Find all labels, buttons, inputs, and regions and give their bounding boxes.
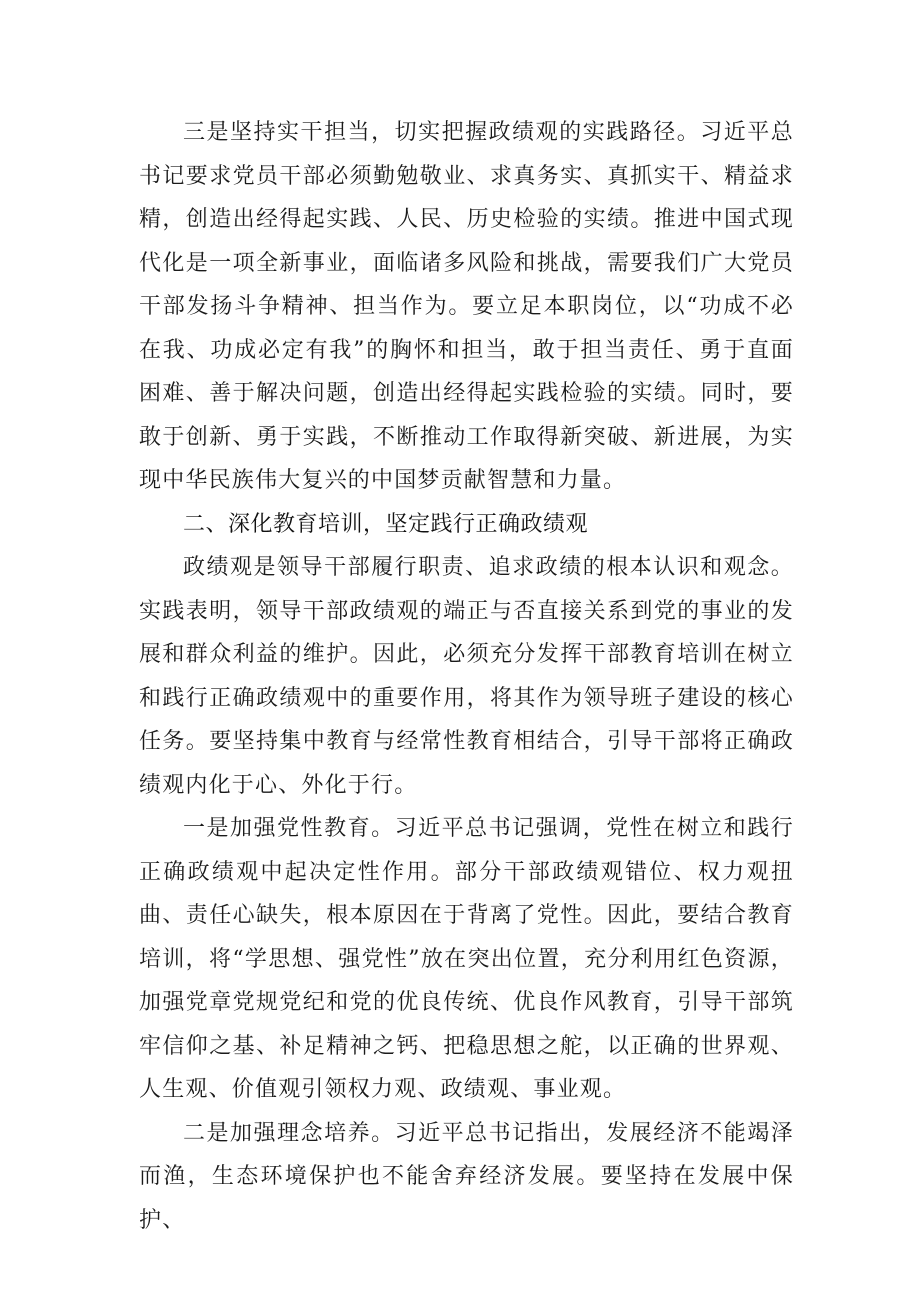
paragraph-practice-path: 三是坚持实干担当，切实把握政绩观的实践路径。习近平总书记要求党员干部必须勤勉敬业、求真务实、真抓实干、精益求精，创造出经得起实践、人民、历史检验的实绩。推进中国式现代化是一项全新事业，面临诸多风险和挑战，需要我们广大党员干部发扬斗争精神、担当作为。要立足本职岗位，以“功成不必在我、功成必定有我”的胸怀和担当，敢于担当责任、勇于直面困难、善于解决问题，创造出经得起实践检验的实绩。同时，要敢于创新、勇于实践，不断推动工作取得新突破、新进展，为实现中华民族伟大复兴的中国梦贡献智慧和力量。 xyxy=(139,120,794,493)
section-heading-education-training: 二、深化教育培训，坚定践行正确政绩观 xyxy=(183,511,589,537)
document-body xyxy=(139,111,794,1242)
paragraph-concept-cultivation: 二是加强理念培养。习近平总书记指出，发展经济不能竭泽而渔，生态环境保护也不能舍弃经济发展。要坚持在发展中保护、 xyxy=(139,1120,794,1233)
paragraph-party-spirit-education: 一是加强党性教育。习近平总书记强调，党性在树立和践行正确政绩观中起决定性作用。部分干部政绩观错位、权力观扭曲、责任心缺失，根本原因在于背离了党性。因此，要结合教育培训，将“学思想、强党性”放在突出位置，充分利用红色资源，加强党章党规党纪和党的优良传统、优良作风教育，引导干部筑牢信仰之基、补足精神之钙、把稳思想之舵，以正确的世界观、人生观、价值观引领权力观、政绩观、事业观。 xyxy=(139,816,794,1102)
paragraph-performance-view: 政绩观是领导干部履行职责、追求政绩的根本认识和观念。实践表明，领导干部政绩观的端正与否直接关系到党的事业的发展和群众利益的维护。因此，必须充分发挥干部教育培训在树立和践行正确政绩观中的重要作用，将其作为领导班子建设的核心任务。要坚持集中教育与经常性教育相结合，引导干部将正确政绩观内化于心、外化于行。 xyxy=(139,555,794,798)
